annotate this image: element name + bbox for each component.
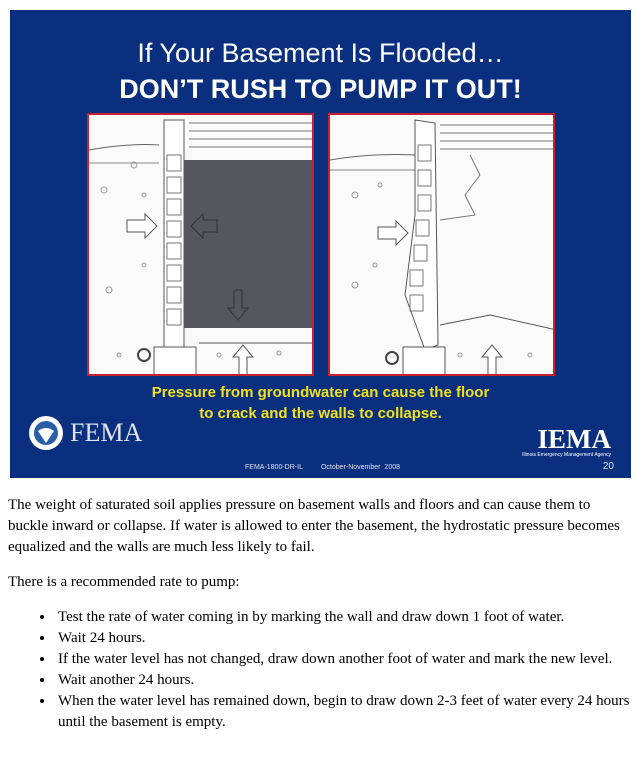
- flooded-basement-illustration: [87, 113, 314, 376]
- fema-logo-text: FEMA: [70, 418, 143, 447]
- slide-title: If Your Basement Is Flooded…: [137, 38, 504, 68]
- bullet-list: [8, 607, 633, 733]
- fema-logo: [28, 415, 142, 451]
- dhs-seal-icon: [28, 415, 64, 451]
- footer-code: FEMA-1800-DR-IL: [245, 464, 303, 471]
- iema-logo-text: IEMA: [537, 424, 611, 454]
- body-text: [8, 495, 633, 733]
- collapsed-wall-illustration: [328, 113, 555, 376]
- footer-date: October-November 2008: [320, 464, 401, 471]
- slide-page-number: 20: [602, 461, 614, 472]
- list-item: • Test the rate of water coming in by marking the wall and draw down 1 foot of water.: [55, 607, 633, 628]
- caption-line-2: to crack and the walls to collapse.: [199, 405, 442, 422]
- list-item: • If the water level has not changed, draw down another foot of water and mark the new level.: [55, 649, 633, 670]
- slide-subtitle: DON’T RUSH TO PUMP IT OUT!: [119, 74, 522, 104]
- slide-image: [10, 10, 631, 478]
- iema-logo-subtext: Illinois Emergency Management Agency: [522, 452, 611, 458]
- caption-line-1: Pressure from groundwater can cause the floor: [151, 384, 490, 401]
- list-item: • When the water level has remained down, begin to draw down 2-3 feet of water every 24 hours until the basement is empty.: [55, 691, 633, 733]
- iema-logo: [522, 426, 611, 458]
- slide-footer: [245, 464, 418, 471]
- paragraph: The weight of saturated soil applies pressure on basement walls and floors and can cause them to buckle inward or collapse. If water is allowed to enter the basement, the hydrostatic pressure becomes equalized and the walls are much less likely to fail.: [8, 497, 620, 555]
- paragraph: There is a recommended rate to pump:: [8, 574, 240, 590]
- list-item: • Wait another 24 hours.: [55, 670, 633, 691]
- list-item: • Wait 24 hours.: [55, 628, 633, 649]
